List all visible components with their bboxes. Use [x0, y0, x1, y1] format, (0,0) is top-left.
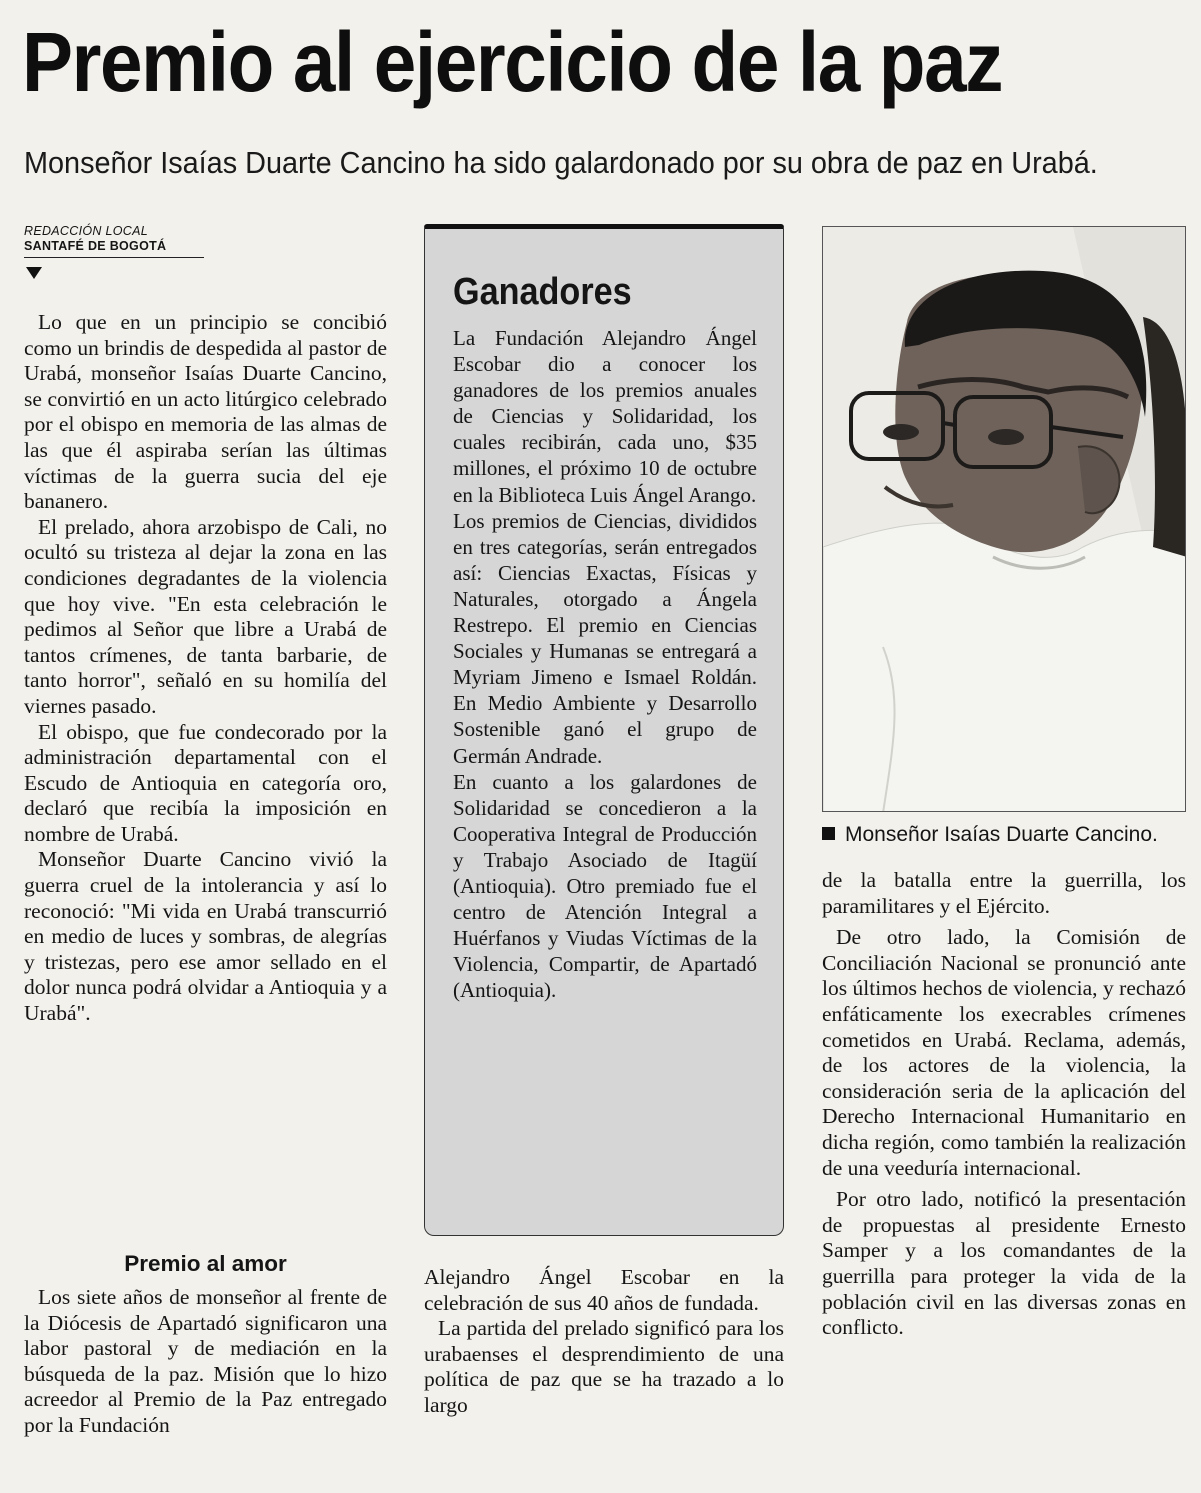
portrait-photo [822, 226, 1186, 812]
article-paragraph: Los siete años de monseñor al frente de la Diócesis de Apartadó significaron una labor pastoral y de mediación en la búsqueda de la paz. Misión que lo hizo acreedor al Premio de la Paz entregado por la Fundación [24, 1285, 387, 1437]
article-column-1 [24, 310, 387, 1027]
article-paragraph: La partida del prelado significó para los urabaenses el desprendimiento de una política de paz que se ha trazado a lo largo [424, 1316, 784, 1417]
triangle-marker-icon [26, 267, 42, 279]
byline-section: REDACCIÓN LOCAL [24, 224, 148, 238]
sidebar-title: Ganadores [453, 271, 632, 313]
photo-caption [822, 822, 1192, 848]
article-paragraph: Por otro lado, notificó la presentación de propuestas al presidente Ernesto Samper y a los comandantes de la guerrilla para proteger la vida de la población civil en las diversas zonas en conflicto. [822, 1187, 1186, 1340]
caption-square-icon [822, 827, 835, 840]
article-paragraph: De otro lado, la Comisión de Conciliación Nacional se pronunció ante los últimos hechos de violencia, y rechazó enfáticamente los execrables crímenes cometidos en Urabá. Reclama, además, de los actores de la violencia, la consideración seria de la aplicación del Derecho Internacional Humanitario en dicha región, como también la realización de una veeduría internacional. [822, 925, 1186, 1180]
byline [24, 224, 204, 258]
portrait-photo-image [823, 227, 1186, 812]
sidebar-box-ganadores [424, 224, 784, 1236]
sidebar-paragraph: En cuanto a los galardones de Solidaridad se concedieron a la Cooperativa Integral de Producción y Trabajo Asociado de Itagüí (Antioquia). Otro premiado fue el centro de Atención Integral a Huérfanos y Viudas Víctimas de la Violencia, Compartir, de Apartadó (Antioquia). [453, 769, 757, 1003]
sidebar-paragraph: Los premios de Ciencias, divididos en tres categorías, serán entregados así: Ciencias Exactas, Físicas y Naturales, otorgado a Ángela Restrepo. El premio en Ciencias Sociales y Humanas se entregará a Myriam Jimeno e Ismael Roldán. En Medio Ambiente y Desarrollo Sostenible ganó el grupo de Germán Andrade. [453, 508, 757, 768]
article-paragraph: Lo que en un principio se concibió como un brindis de despedida al pastor de Urabá, monseñor Isaías Duarte Cancino, se convirtió en un acto litúrgico celebrado por el obispo en memoria de las almas de las que él aspiraba serían las últimas víctimas de la guerra sucia del eje bananero. [24, 310, 387, 514]
byline-city: SANTAFÉ DE BOGOTÁ [24, 239, 167, 253]
article-paragraph: El obispo, que fue condecorado por la administración departamental con el Escudo de Antioquia en categoría oro, declaró que recibía la imposición en nombre de Urabá. [24, 719, 387, 846]
article-paragraph: Alejandro Ángel Escobar en la celebración de sus 40 años de fundada. [424, 1265, 784, 1315]
article-paragraph: de la batalla entre la guerrilla, los paramilitares y el Ejército. [822, 868, 1186, 918]
headline: Premio al ejercicio de la paz [22, 15, 1003, 109]
subheadline: Monseñor Isaías Duarte Cancino ha sido galardonado por su obra de paz en Urabá. [24, 145, 1098, 180]
article-column-1-continued [24, 1285, 387, 1439]
subheading-premio-al-amor: Premio al amor [124, 1251, 287, 1276]
article-column-2 [424, 1265, 784, 1419]
article-paragraph: El prelado, ahora arzobispo de Cali, no ocultó su tristeza al dejar la zona en las condiciones degradantes de la violencia que hoy vive. "En esta celebración le pedimos al Señor que libre a Urabá de tantos crímenes, de tanta barbarie, de tanto horror", señaló en su homilía del viernes pasado. [24, 514, 387, 718]
sidebar-paragraph: La Fundación Alejandro Ángel Escobar dio a conocer los ganadores de los premios anuales de Ciencias y Solidaridad, los cuales recibirán, cada uno, $35 millones, el próximo 10 de octubre en la Biblioteca Luis Ángel Arango. [453, 326, 757, 507]
photo-caption-text: Monseñor Isaías Duarte Cancino. [845, 823, 1158, 846]
article-paragraph: Monseñor Duarte Cancino vivió la guerra cruel de la intolerancia y así lo reconoció: "Mi vida en Urabá transcurrió en medio de luces y sombras, de alegrías y tristezas, pero ese amor sellado en el dolor nunca podrá olvidar a Antioquia y a Urabá". [24, 847, 387, 1026]
sidebar-body [453, 325, 757, 1003]
article-column-3 [822, 868, 1186, 1347]
